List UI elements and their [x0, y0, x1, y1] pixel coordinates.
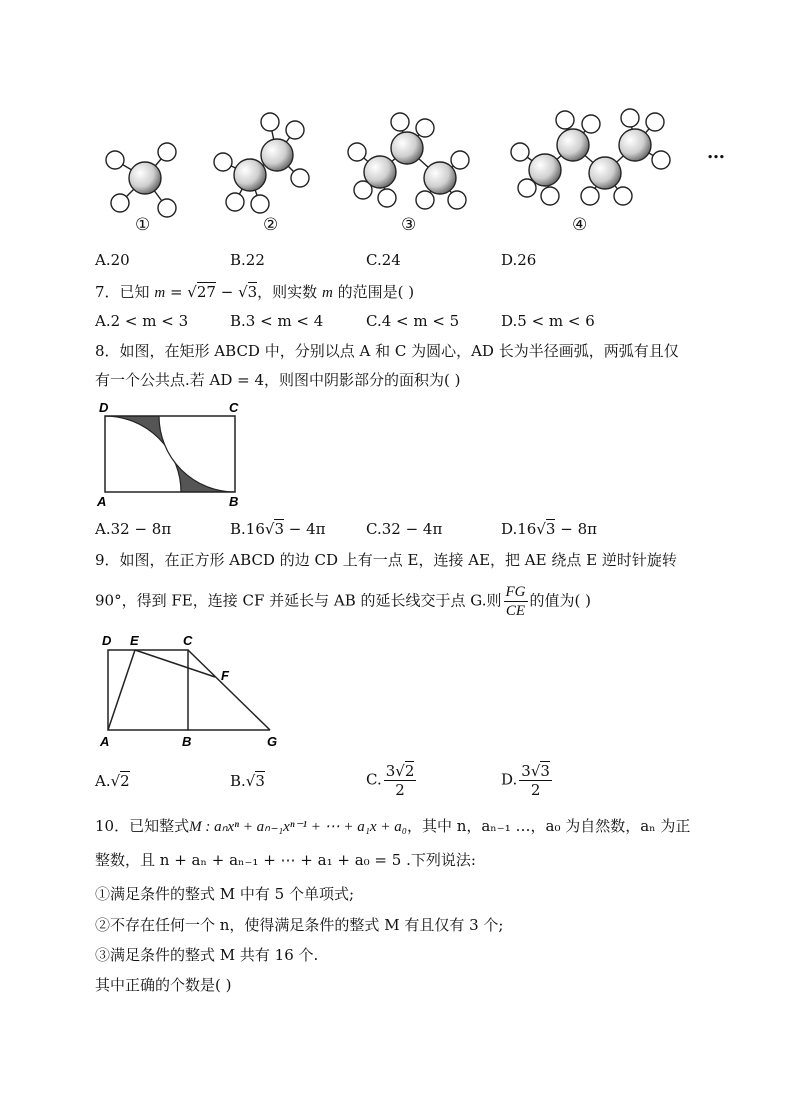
- q8-option-d-post: − 8π: [555, 520, 597, 538]
- q10-statement-3: ③满足条件的整式 M 共有 16 个.: [95, 946, 319, 964]
- q9-option-a-radicand: 2: [120, 772, 130, 790]
- q7-stem: 7．已知 m = √27 − √3，则实数 m 的范围是( ): [95, 283, 415, 301]
- q9-line-2: [95, 583, 591, 620]
- molecule-label-1: ①: [135, 215, 151, 235]
- q9-option-d-frac: $\frac{3√3}{2}$: [521, 762, 550, 799]
- q8-label-d: D: [99, 400, 109, 415]
- q9-fraction: [504, 583, 528, 620]
- q7-post-2: 的范围是( ): [337, 283, 415, 301]
- q9-frac-den: CE: [505, 603, 526, 619]
- q8-label-c: C: [229, 400, 239, 415]
- q8-option-c: C.32 − 4π: [366, 520, 443, 538]
- q6-option-b: B.22: [230, 251, 265, 269]
- q9-option-d-pre: D.: [501, 770, 518, 789]
- q8-figure: [95, 398, 255, 513]
- q9-segment-ae: [108, 650, 135, 730]
- q9-option-b-radicand: 3: [255, 772, 265, 790]
- q9-option-d-den: 2: [530, 781, 541, 799]
- q9-segment-ef: [135, 650, 215, 677]
- q9-label-a: A: [100, 734, 110, 749]
- q9-option-c-num-coef: 3: [385, 762, 396, 780]
- q9-label-f: F: [221, 668, 229, 683]
- q7-option-d: D.5 < m < 6: [501, 312, 595, 330]
- q10-line-1-pre: 10．已知整式: [95, 817, 190, 835]
- ethane-model: [214, 113, 309, 213]
- q8-option-b-pre: B.16: [230, 520, 265, 538]
- q8-line-2: 有一个公共点.若 AD = 4，则图中阴影部分的面积为( ): [95, 371, 461, 389]
- q9-option-c-pre: C.: [366, 770, 382, 789]
- q8-option-d: D.16√3 − 8π: [501, 520, 597, 538]
- q10-line-1: [95, 815, 690, 836]
- q9-line-2-post: 的值为( ): [529, 591, 591, 610]
- butane-model: [511, 109, 670, 205]
- q9-label-b: B: [182, 734, 192, 749]
- q9-square: [108, 650, 188, 730]
- q7-var-m: m: [154, 285, 166, 301]
- q7-number: 7．: [95, 283, 120, 301]
- molecule-label-4: ④: [572, 215, 588, 235]
- q9-option-d-num-radicand: 3: [540, 762, 550, 780]
- propane-model: [348, 113, 469, 209]
- q6-option-c: C.24: [366, 251, 401, 269]
- q8-option-b-radicand: 3: [274, 520, 284, 538]
- q8-option-b: B.16√3 − 4π: [230, 520, 326, 538]
- q7-radicand-1: 27: [196, 283, 216, 301]
- q7-radicand-2: 3: [247, 283, 258, 301]
- q7-pre: 已知: [119, 283, 150, 301]
- ellipsis: …: [707, 142, 725, 163]
- q9-option-b: B.√3: [230, 772, 265, 790]
- q9-option-c-num-radicand: 2: [404, 762, 415, 780]
- q9-label-c: C: [183, 633, 193, 648]
- molecule-figures: [95, 100, 755, 240]
- q8-option-d-pre: D.16: [501, 520, 537, 538]
- q10-statement-2: ②不存在任何一个 n，使得满足条件的整式 M 有且仅有 3 个;: [95, 916, 504, 934]
- q7-minus: −: [215, 283, 239, 301]
- q7-option-a: A.2 < m < 3: [95, 312, 189, 330]
- q7-var-m-2: m: [321, 285, 333, 301]
- q10-statement-1: ①满足条件的整式 M 中有 5 个单项式;: [95, 885, 355, 903]
- q9-option-a-pre: A.: [95, 772, 111, 790]
- q10-line-1-post: ，其中 n，aₙ₋₁ …，a₀ 为自然数，aₙ 为正: [406, 817, 691, 835]
- q8-option-b-post: − 4π: [284, 520, 326, 538]
- q9-label-e: E: [130, 633, 139, 648]
- q9-segment-cg: [188, 650, 270, 730]
- q10-polynomial: M : aₙxⁿ + aₙ₋₁xⁿ⁻¹ + ⋯ + a₁x + a₀: [189, 819, 407, 835]
- q10-question: 其中正确的个数是( ): [95, 976, 232, 994]
- q9-label-g: G: [267, 734, 278, 749]
- q9-option-c: [366, 762, 418, 799]
- q8-label-b: B: [229, 494, 239, 509]
- q9-frac-num: FG: [505, 584, 526, 600]
- q8-label-a: A: [97, 494, 107, 509]
- q8-line-1: 8．如图，在矩形 ABCD 中，分别以点 A 和 C 为圆心，AD 长为半径画弧，两弧有且仅: [95, 342, 679, 360]
- q9-option-b-pre: B.: [230, 772, 246, 790]
- q9-label-d: D: [102, 633, 112, 648]
- q6-option-d: D.26: [501, 251, 537, 269]
- q7-option-b: B.3 < m < 4: [230, 312, 324, 330]
- q9-option-d: [501, 762, 554, 799]
- q9-option-d-num-coef: 3: [521, 762, 531, 780]
- q9-line-1: 9．如图，在正方形 ABCD 的边 CD 上有一点 E，连接 AE，把 AE 绕点 E 逆时针旋转: [95, 551, 677, 569]
- methane-model: [106, 143, 176, 217]
- q9-option-c-frac: $\frac{3√2}{2}$: [385, 762, 415, 799]
- q6-option-a: A.20: [95, 251, 130, 269]
- q7-option-c: C.4 < m < 5: [366, 312, 460, 330]
- q9-option-a: A.√2: [95, 772, 130, 790]
- q9-figure: [95, 630, 295, 750]
- q7-eq: =: [165, 283, 188, 301]
- molecule-label-2: ②: [263, 215, 279, 235]
- q8-option-d-radicand: 3: [545, 520, 556, 538]
- q7-post: ，则实数: [257, 283, 318, 301]
- molecule-label-3: ③: [401, 215, 417, 235]
- q8-option-a: A.32 − 8π: [95, 520, 172, 538]
- q9-option-c-den: 2: [395, 781, 405, 799]
- q9-line-2-pre: 90°，得到 FE，连接 CF 并延长与 AB 的延长线交于点 G.则: [95, 591, 502, 610]
- q10-line-2: 整数，且 n + aₙ + aₙ₋₁ + ⋯ + a₁ + a₀ = 5 .下列说法:: [95, 851, 476, 869]
